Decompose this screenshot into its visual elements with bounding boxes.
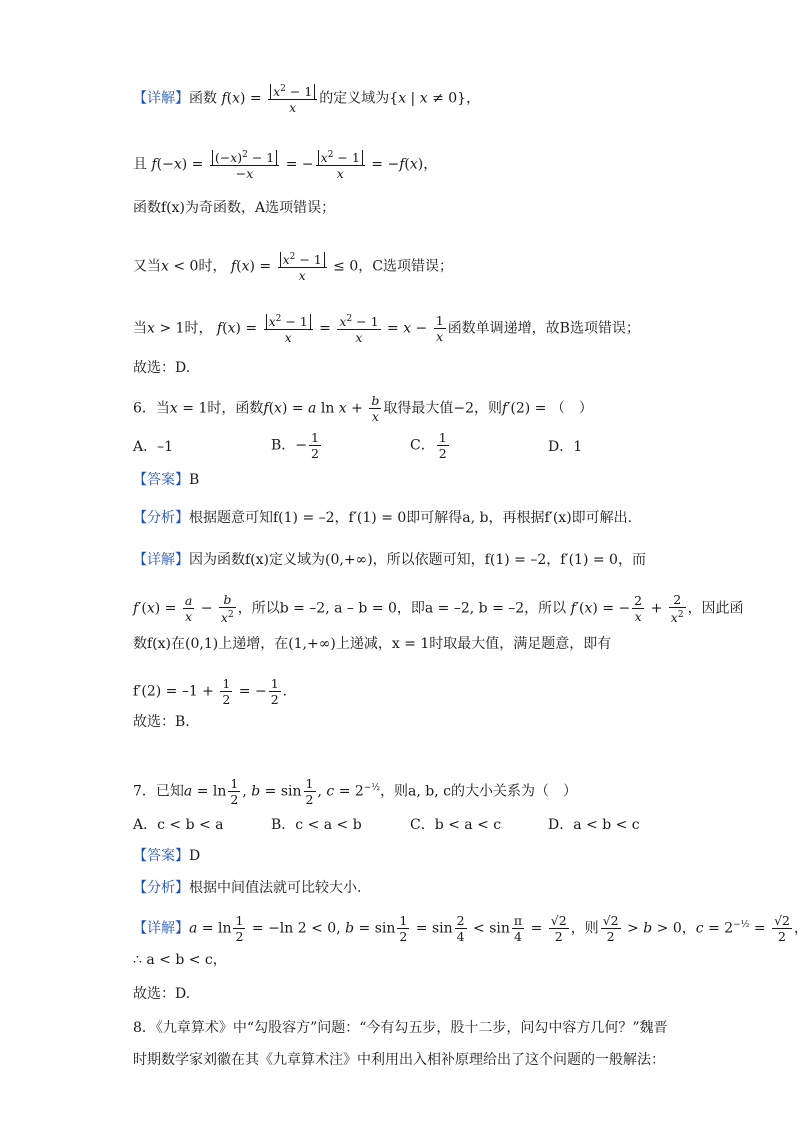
q7-option-d: D．a < b < c bbox=[548, 817, 640, 833]
q7-option-b: B．c < a < b bbox=[271, 817, 362, 833]
q6-option-b: B．− $\frac{1}{2}$ bbox=[271, 430, 319, 461]
q6-detail-1: 【详解】因为函数f(x)定义域为(0,+∞)，所以依题可知，f(1) = –2，f′(1) = 0，而 bbox=[133, 552, 646, 568]
q6-option-a: A．–1 bbox=[133, 439, 174, 455]
detail-line-3: 函数f(x)为奇函数，A选项错误； bbox=[133, 200, 336, 216]
detail-done: 故选：D. bbox=[133, 360, 191, 376]
q8-line-1: 8．《九章算术》中“勾股容方”问题：“今有勾五步，股十二步，问勾中容方几何？”魏晋 bbox=[133, 1020, 668, 1036]
q6-done: 故选：B. bbox=[133, 714, 190, 730]
q7-option-a: A．c < b < a bbox=[133, 817, 224, 833]
q6-analysis: 【分析】根据题意可知f(1) = –2，f′(1) = 0即可解得a, b，再根据f′(x)即可解出. bbox=[133, 510, 633, 526]
detail-line-4: 又当x < 0时， f(x) = $\frac{x^2 - 1}{x}$ ≤ 0，C选项错误； bbox=[133, 252, 453, 284]
detail-line-1: 【详解】函数 f(x) = $\frac{x^2 - 1}{x}$ 的定义域为{x | x ≠ 0}， bbox=[133, 84, 481, 116]
q7-answer: 【答案】D bbox=[133, 848, 201, 864]
q6-option-c: C． $\frac{1}{2}$ bbox=[410, 430, 447, 461]
q6-answer: 【答案】B bbox=[133, 472, 200, 488]
q6-stem: 6．当x = 1时，函数f(x) = a ln x + $\frac{b}{x}$ 取得最大值−2，则f′(2) = （ ） bbox=[133, 393, 593, 424]
q7-analysis: 【分析】根据中间值法就可比较大小. bbox=[133, 880, 362, 896]
q7-conclusion: ∴ a < b < c， bbox=[133, 952, 227, 968]
q7-done: 故选：D. bbox=[133, 986, 191, 1002]
q6-option-d: D．1 bbox=[548, 439, 583, 455]
q7-stem: 7．已知a = ln $\frac{1}{2}$ , b = sin $\frac{1}{2}$ , $c = 2^{-\frac{1}{2}}$，则a, b, c的大小关系为（ ） bbox=[133, 776, 578, 807]
q7-option-c: C．b < a < c bbox=[410, 817, 502, 833]
q8-line-2: 时期数学家刘徽在其《九章算术注》中利用出入相补原理给出了这个问题的一般解法： bbox=[133, 1052, 665, 1068]
detail-line-5: 当x > 1时， f(x) = $\frac{x^2 - 1}{x}$ = $\frac{x^2 - 1}{x}$ = x − $\frac{1}{x}$ 函数单调递增，故B选项错误； bbox=[133, 313, 640, 346]
detail-tag: 【详解】 bbox=[133, 90, 189, 107]
q6-detail-3: 数f(x)在(0,1)上递增，在(1,+∞)上递减，x = 1时取最大值，满足题意，即有 bbox=[133, 636, 612, 652]
q6-detail-2: f′(x) = $\frac{a}{x}$ − $\frac{b}{x^2}$ ，所以b = –2, a – b = 0，即a = –2, b = –2，所以 f′(x) = − $\frac{2}{x}$ + $\frac{2}{x^2}$ ，因此函 bbox=[133, 592, 744, 626]
q6-detail-4: f′(2) = –1 + $\frac{1}{2}$ = − $\frac{1}{2}$ . bbox=[133, 676, 288, 707]
q7-detail: 【详解】a = ln $\frac{1}{2}$ = −ln 2 < 0, b = sin $\frac{1}{2}$ = sin $\frac{2}{4}$ < sin $\frac{\pi}{4}$ = $\frac{√2}{2}$ ，则 $\frac{√2}{2}$ > b > 0，$c = 2^{-\frac{1}{2}}$ = $\frac{√2}{2}$ ， bbox=[133, 913, 808, 944]
detail-line-2: 且 f(−x) = $\frac{(-x)^2 - 1}{-x}$ = − $\frac{x^2 - 1}{x}$ = −f(x)， bbox=[133, 150, 438, 182]
